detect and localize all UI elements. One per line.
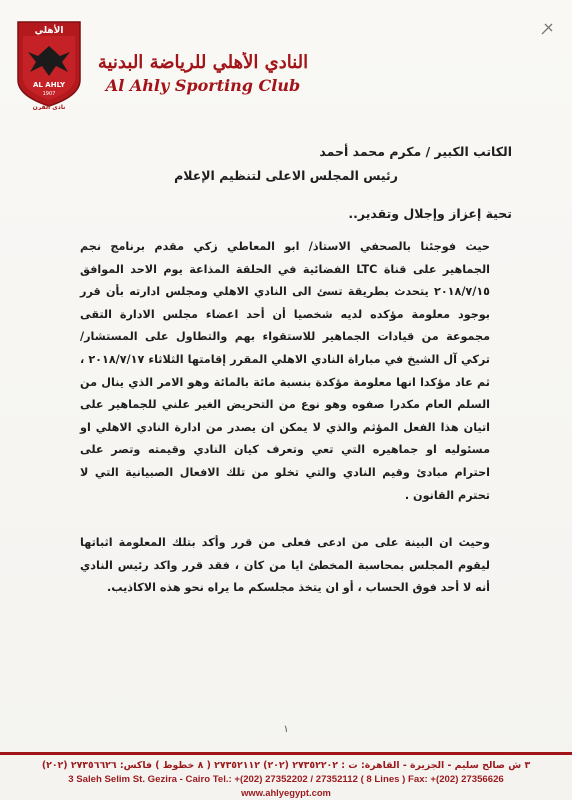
paragraph-2: وحيث ان البينة على من ادعى فعلى من قرر وأكد بتلك المعلومة اثباتها ليقوم المجلس بمحاسبة المخطئ ايا من كان ، فقد قرر واكد رئيس النادي أنه لا أحد فوق الحساب ، أو ان يتخذ مجلسكم ما يراه نحو هذه الاكاذيب. xyxy=(80,536,490,595)
footer-divider xyxy=(0,752,572,755)
logo-top-text: الأهلي xyxy=(34,26,64,36)
paragraph-1: حيث فوجئنا بالصحفي الاستاذ/ ابو المعاطي زكي مقدم برنامج نجم الجماهير على قناة LTC الفضائية في الحلقة المذاعة يوم الاحد الموافق ٢٠١٨/٧/١٥ يتحدث بطريقة تسئ الى النادي الاهلي ومجلس ادارته بأن قرر بوجود معلومة مؤكده لديه شخصيا أن أحد اعضاء مجلس الادارة التقى مجموعة من قيادات الجماهير للاستقواء بهم والتطاول على المستشار/ تركي آل الشيخ في مباراة النادي الاهلي المقرر إقامتها الثلاثاء ٢٠١٨/٧/١٧ ، ثم عاد مؤكدا انها معلومة مؤكدة بنسبة مائة بالمائة وهو الامر الذي ينال من السلم العام مكدرا صفوه وهو نوع من التحريض الغير علني للجماهير على اتيان هذا الفعل المؤثم والذي لا يمكن ان يصدر من ادارة النادي الاهلي او مسئوليه او جماهيره التي تعي وتعرف كيان النادي وقيمته وتصر على احترام مبادئ وقيم النادي والتي تخلو من تلك الافعال الصبيانية التي لا تحترم القانون . xyxy=(80,240,490,502)
recipient-title: رئيس المجلس الاعلى لتنظيم الإعلام xyxy=(174,168,398,183)
pin-mark-icon xyxy=(540,22,554,36)
logo-bottom-text: AL AHLY xyxy=(32,81,66,89)
club-logo-icon xyxy=(14,18,84,110)
club-name-arabic: النادي الأهلي للرياضة البدنية xyxy=(97,52,309,73)
page-number: ١ xyxy=(283,724,289,735)
greeting: تحية إعزاز وإجلال وتقدير.. xyxy=(348,206,512,221)
recipient-line: الكاتب الكبير / مكرم محمد أحمد xyxy=(319,144,512,159)
club-name-english: Al Ahly Sporting Club xyxy=(105,76,301,95)
footer-address-arabic: ٣ ش صالح سليم - الجزيرة - القاهرة: ت : ٢٧٣٥٢٢٠٢ (٢٠٢) ٢٧٣٥٢١١٢ ( ٨ خطوط ) فاكس: ٢٧٣٥٦٦٢٦ (٢٠٢) xyxy=(41,760,531,771)
footer-address-english: 3 Saleh Selim St. Gezira - Cairo Tel.: +(202) 27352202 / 27352112 ( 8 Lines ) Fax: +(202) 27356626 xyxy=(68,774,504,785)
logo-year: 1907 xyxy=(42,91,56,97)
logo-caption: نادي القرن xyxy=(32,104,66,110)
footer-website-link[interactable]: www.ahlyegypt.com xyxy=(241,787,331,798)
